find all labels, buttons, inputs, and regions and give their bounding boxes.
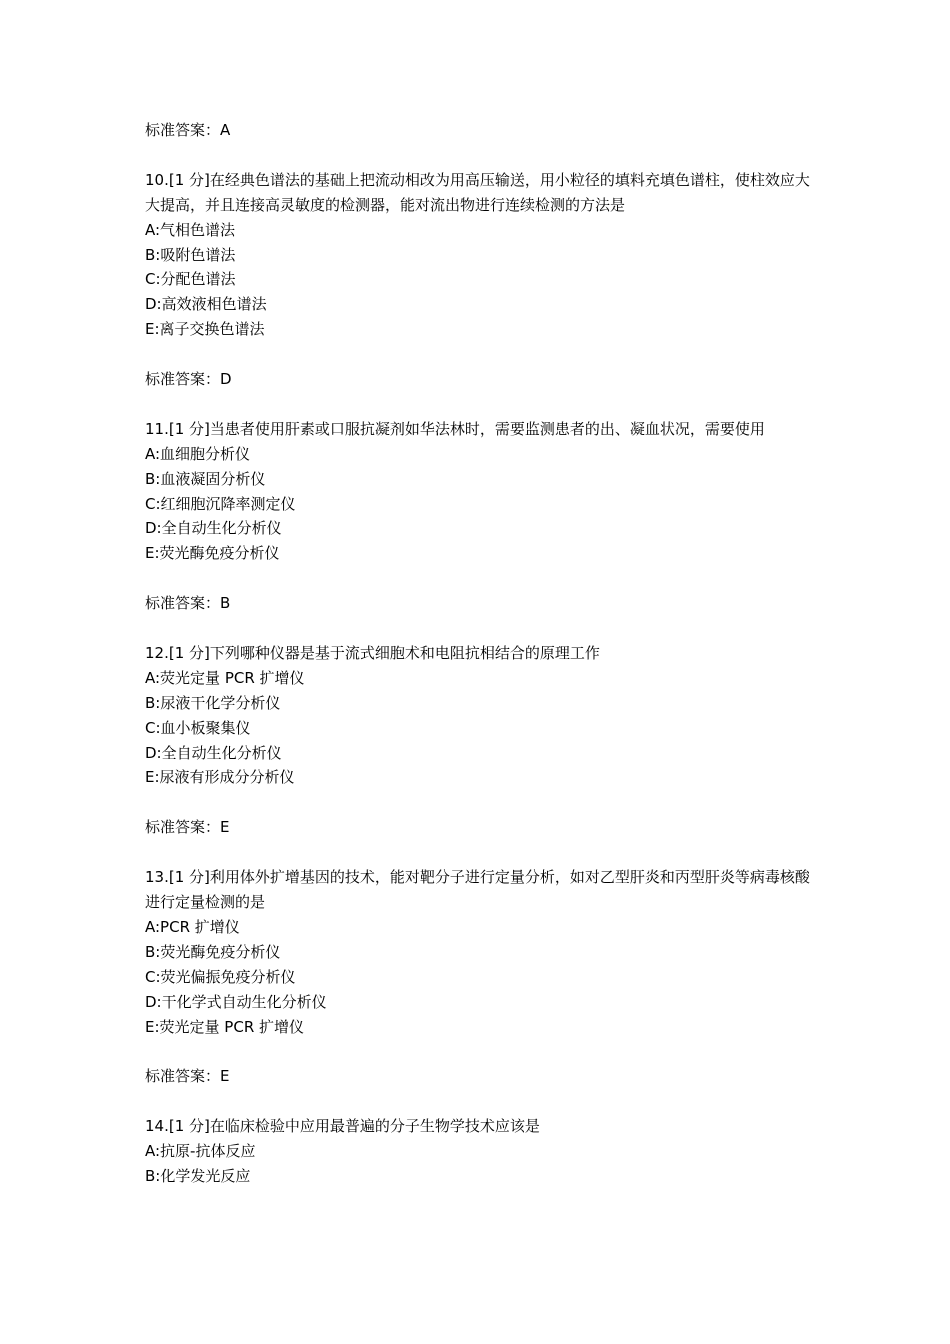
option-a: A:血细胞分析仪 [145, 444, 251, 463]
option-b: B:尿液干化学分析仪 [145, 693, 281, 712]
option-a: A:气相色谱法 [145, 220, 236, 239]
question-stem: 12.[1 分]下列哪种仪器是基于流式细胞术和电阻抗相结合的原理工作 [145, 643, 600, 662]
option-a: A:荧光定量 PCR 扩增仪 [145, 668, 305, 687]
option-d: D:全自动生化分析仪 [145, 743, 282, 762]
option-e: E:尿液有形成分分析仪 [145, 768, 295, 787]
option-b: B:吸附色谱法 [145, 245, 236, 264]
option-b: B:荧光酶免疫分析仪 [145, 942, 281, 961]
option-c: C:红细胞沉降率测定仪 [145, 494, 296, 513]
question-stem: 14.[1 分]在临床检验中应用最普遍的分子生物学技术应该是 [145, 1117, 540, 1136]
question-13 [145, 865, 810, 1089]
answer: 标准答案：B [145, 594, 231, 613]
question-stem: 11.[1 分]当患者使用肝素或口服抗凝剂如华法林时，需要监测患者的出、凝血状况，需要使用 [145, 419, 765, 438]
option-e: E:荧光定量 PCR 扩增仪 [145, 1017, 305, 1036]
option-a: A:PCR 扩增仪 [145, 917, 240, 936]
answer: 标准答案：E [145, 818, 230, 837]
option-e: E:离子交换色谱法 [145, 320, 265, 339]
option-b: B:血液凝固分析仪 [145, 469, 266, 488]
question-14 [145, 1114, 810, 1189]
option-d: D:干化学式自动生化分析仪 [145, 992, 327, 1011]
option-c: C:血小板聚集仪 [145, 718, 251, 737]
answer: 标准答案：E [145, 1067, 230, 1086]
question-12 [145, 641, 810, 840]
question-10 [145, 168, 810, 392]
option-a: A:抗原-抗体反应 [145, 1142, 256, 1161]
document-page [145, 118, 810, 1189]
option-d: D:全自动生化分析仪 [145, 519, 282, 538]
answer: 标准答案：D [145, 370, 232, 389]
question-stem: 10.[1 分]在经典色谱法的基础上把流动相改为用高压输送，用小粒径的填料充填色谱柱，使柱效应大大提高，并且连接高灵敏度的检测器，能对流出物进行连续检测的方法是 [145, 170, 810, 214]
question-11 [145, 417, 810, 616]
option-d: D:高效液相色谱法 [145, 295, 267, 314]
option-e: E:荧光酶免疫分析仪 [145, 544, 280, 563]
question-stem: 13.[1 分]利用体外扩增基因的技术，能对靶分子进行定量分析，如对乙型肝炎和丙型肝炎等病毒核酸进行定量检测的是 [145, 868, 810, 911]
option-b: B:化学发光反应 [145, 1166, 251, 1185]
answer-q9: 标准答案：A [145, 121, 231, 139]
option-c: C:分配色谱法 [145, 270, 236, 289]
option-c: C:荧光偏振免疫分析仪 [145, 967, 296, 986]
